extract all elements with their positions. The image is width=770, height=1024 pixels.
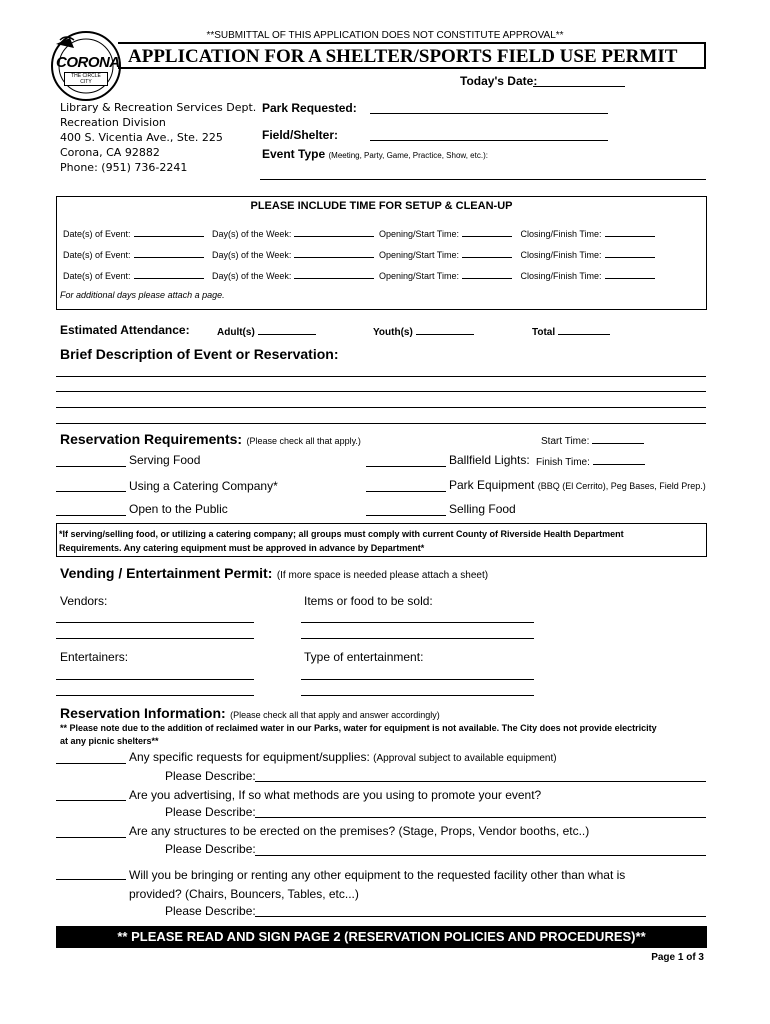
date-label: Date(s) of Event: — [63, 250, 131, 260]
event-type-field[interactable] — [260, 179, 706, 180]
description-heading: Brief Description of Event or Reservation: — [60, 346, 339, 362]
open-public-label: Open to the Public — [129, 502, 228, 516]
address-line: Library & Recreation Services Dept. — [60, 101, 257, 114]
catering-label: Using a Catering Company* — [129, 479, 278, 493]
info-heading-row — [60, 705, 440, 723]
park-requested-field[interactable] — [370, 113, 608, 114]
open-public-check[interactable] — [56, 515, 126, 516]
event-date-row — [63, 227, 655, 239]
finish-time-label: Finish Time: — [536, 457, 590, 468]
attendance-label: Estimated Attendance: — [60, 323, 190, 337]
close-field[interactable] — [605, 248, 655, 258]
date-field[interactable] — [134, 227, 204, 237]
advertising-check[interactable] — [56, 800, 126, 801]
event-type-label — [262, 147, 488, 161]
structures-check[interactable] — [56, 837, 126, 838]
todays-date-field[interactable] — [533, 86, 625, 87]
other-equipment-label: Will you be bringing or renting any other equipment to the requested facility other than what is — [129, 868, 626, 882]
describe-label: Please Describe: — [165, 805, 256, 819]
equipment-request-label: Any specific requests for equipment/supplies: — [129, 750, 370, 764]
water-notice — [60, 722, 657, 748]
youth-label: Youth(s) — [373, 327, 413, 338]
event-type-hint: (Meeting, Party, Game, Practice, Show, etc.): — [328, 151, 488, 160]
logo-text: CORONA — [56, 54, 120, 71]
vendors-field[interactable] — [56, 638, 254, 639]
vendors-label: Vendors: — [60, 594, 108, 608]
describe-field[interactable] — [255, 855, 706, 856]
selling-food-label: Selling Food — [449, 502, 516, 516]
requirements-hint: (Please check all that apply.) — [246, 436, 361, 446]
sign-page-banner: ** PLEASE READ AND SIGN PAGE 2 (RESERVATION POLICIES AND PROCEDURES)** — [56, 926, 707, 948]
entertainers-label: Entertainers: — [60, 650, 129, 664]
address-line: 400 S. Vicentia Ave., Ste. 225 — [60, 131, 223, 144]
description-line[interactable] — [56, 391, 706, 392]
info-hint: (Please check all that apply and answer accordingly) — [230, 710, 440, 720]
open-label: Opening/Start Time: — [378, 229, 459, 239]
address-block — [60, 100, 256, 175]
selling-food-check[interactable] — [366, 515, 446, 516]
description-line[interactable] — [56, 423, 706, 424]
open-field[interactable] — [462, 269, 512, 279]
date-field[interactable] — [134, 248, 204, 258]
event-date-row — [63, 248, 655, 260]
event-date-row — [63, 269, 655, 281]
requirements-heading: Reservation Requirements: — [60, 431, 243, 447]
park-equipment-check[interactable] — [366, 491, 446, 492]
adults-label: Adult(s) — [217, 327, 255, 338]
entertainment-type-field[interactable] — [301, 679, 534, 680]
advertising-label: Are you advertising, If so what methods are you using to promote your event? — [129, 788, 542, 802]
entertainment-type-label: Type of entertainment: — [304, 650, 424, 664]
structures-label: Are any structures to be erected on the premises? (Stage, Props, Vendor booths, etc..) — [129, 824, 590, 838]
ballfield-lights-check[interactable] — [366, 466, 446, 467]
adults-field[interactable] — [258, 325, 316, 335]
address-line: Corona, CA 92882 — [60, 146, 160, 159]
equipment-request-check[interactable] — [56, 763, 126, 764]
close-field[interactable] — [605, 269, 655, 279]
requirements-heading-row — [60, 431, 361, 449]
open-field[interactable] — [462, 248, 512, 258]
address-line: Recreation Division — [60, 116, 166, 129]
description-line[interactable] — [56, 407, 706, 408]
entertainers-field[interactable] — [56, 679, 254, 680]
serving-food-label: Serving Food — [129, 453, 201, 467]
describe-label: Please Describe: — [165, 769, 256, 783]
youth-group — [373, 325, 474, 338]
describe-label: Please Describe: — [165, 904, 256, 918]
day-label: Day(s) of the Week: — [212, 229, 292, 239]
info-heading: Reservation Information: — [60, 705, 226, 721]
date-label: Date(s) of Event: — [63, 271, 131, 281]
logo-subtext: THE CIRCLE CITY — [64, 72, 108, 86]
describe-field[interactable] — [255, 817, 706, 818]
date-label: Date(s) of Event: — [63, 229, 131, 239]
health-notice-line: Requirements. Any catering equipment must be approved in advance by Department* — [59, 543, 425, 553]
describe-field[interactable] — [255, 781, 706, 782]
total-group — [532, 325, 610, 338]
day-label: Day(s) of the Week: — [212, 271, 292, 281]
items-field[interactable] — [301, 638, 534, 639]
health-notice-box — [56, 523, 707, 557]
health-notice-line: *If serving/selling food, or utilizing a catering company; all groups must comply with current County of Riverside Health Department — [59, 529, 624, 539]
close-field[interactable] — [605, 227, 655, 237]
open-label: Opening/Start Time: — [378, 271, 459, 281]
other-equipment-label: provided? (Chairs, Bouncers, Tables, etc...) — [129, 887, 359, 901]
describe-field[interactable] — [255, 916, 706, 917]
finish-time-group — [536, 455, 645, 468]
catering-check[interactable] — [56, 491, 126, 492]
park-equipment-label: Park Equipment — [449, 478, 535, 492]
start-time-field[interactable] — [592, 434, 644, 444]
title-box — [118, 42, 706, 69]
total-field[interactable] — [558, 325, 610, 335]
vending-heading-row — [60, 565, 488, 583]
close-label: Closing/Finish Time: — [520, 271, 602, 281]
other-equipment-row — [129, 866, 625, 904]
park-equipment-group — [449, 478, 706, 492]
event-type-text: Event Type — [262, 147, 326, 161]
youth-field[interactable] — [416, 325, 474, 335]
day-field[interactable] — [294, 227, 374, 237]
field-shelter-field[interactable] — [370, 140, 608, 141]
close-label: Closing/Finish Time: — [520, 250, 602, 260]
description-line[interactable] — [56, 376, 706, 377]
date-field[interactable] — [134, 269, 204, 279]
serving-food-check[interactable] — [56, 466, 126, 467]
vending-heading: Vending / Entertainment Permit: — [60, 565, 273, 581]
adults-group — [217, 325, 316, 338]
items-label: Items or food to be sold: — [304, 594, 433, 608]
close-label: Closing/Finish Time: — [520, 229, 602, 239]
total-label: Total — [532, 327, 556, 338]
day-label: Day(s) of the Week: — [212, 250, 292, 260]
open-field[interactable] — [462, 227, 512, 237]
page-number: Page 1 of 3 — [651, 952, 704, 963]
equipment-request-row — [129, 750, 557, 764]
items-field[interactable] — [301, 622, 534, 623]
describe-label: Please Describe: — [165, 842, 256, 856]
park-equipment-hint: (BBQ (El Cerrito), Peg Bases, Field Prep.) — [537, 481, 706, 491]
vending-hint: (If more space is needed please attach a sheet) — [276, 570, 489, 581]
finish-time-field[interactable] — [593, 455, 645, 465]
entertainers-field[interactable] — [56, 695, 254, 696]
approval-notice: **SUBMITTAL OF THIS APPLICATION DOES NOT CONSTITUTE APPROVAL** — [206, 30, 564, 41]
open-label: Opening/Start Time: — [378, 250, 459, 260]
equipment-request-hint: (Approval subject to available equipment) — [373, 753, 557, 764]
field-shelter-label: Field/Shelter: — [262, 128, 339, 142]
park-requested-label: Park Requested: — [262, 101, 357, 115]
water-notice-line: ** Please note due to the addition of reclaimed water in our Parks, water for equipment is not available. The City does not provide electricity — [60, 723, 657, 733]
setup-heading: PLEASE INCLUDE TIME FOR SETUP & CLEAN-UP — [250, 200, 513, 212]
additional-days-note: For additional days please attach a page. — [60, 290, 225, 300]
day-field[interactable] — [294, 248, 374, 258]
ballfield-lights-label: Ballfield Lights: — [449, 453, 530, 467]
page-title: APPLICATION FOR A SHELTER/SPORTS FIELD USE PERMIT — [128, 46, 678, 67]
start-time-group — [541, 434, 644, 447]
todays-date-label: Today's Date: — [460, 74, 538, 88]
vendors-field[interactable] — [56, 622, 254, 623]
entertainment-type-field[interactable] — [301, 695, 534, 696]
other-equipment-check[interactable] — [56, 879, 126, 880]
start-time-label: Start Time: — [541, 436, 590, 447]
day-field[interactable] — [294, 269, 374, 279]
corona-logo — [50, 30, 122, 102]
address-line: Phone: (951) 736-2241 — [60, 161, 188, 174]
water-notice-line: at any picnic shelters** — [60, 736, 159, 746]
